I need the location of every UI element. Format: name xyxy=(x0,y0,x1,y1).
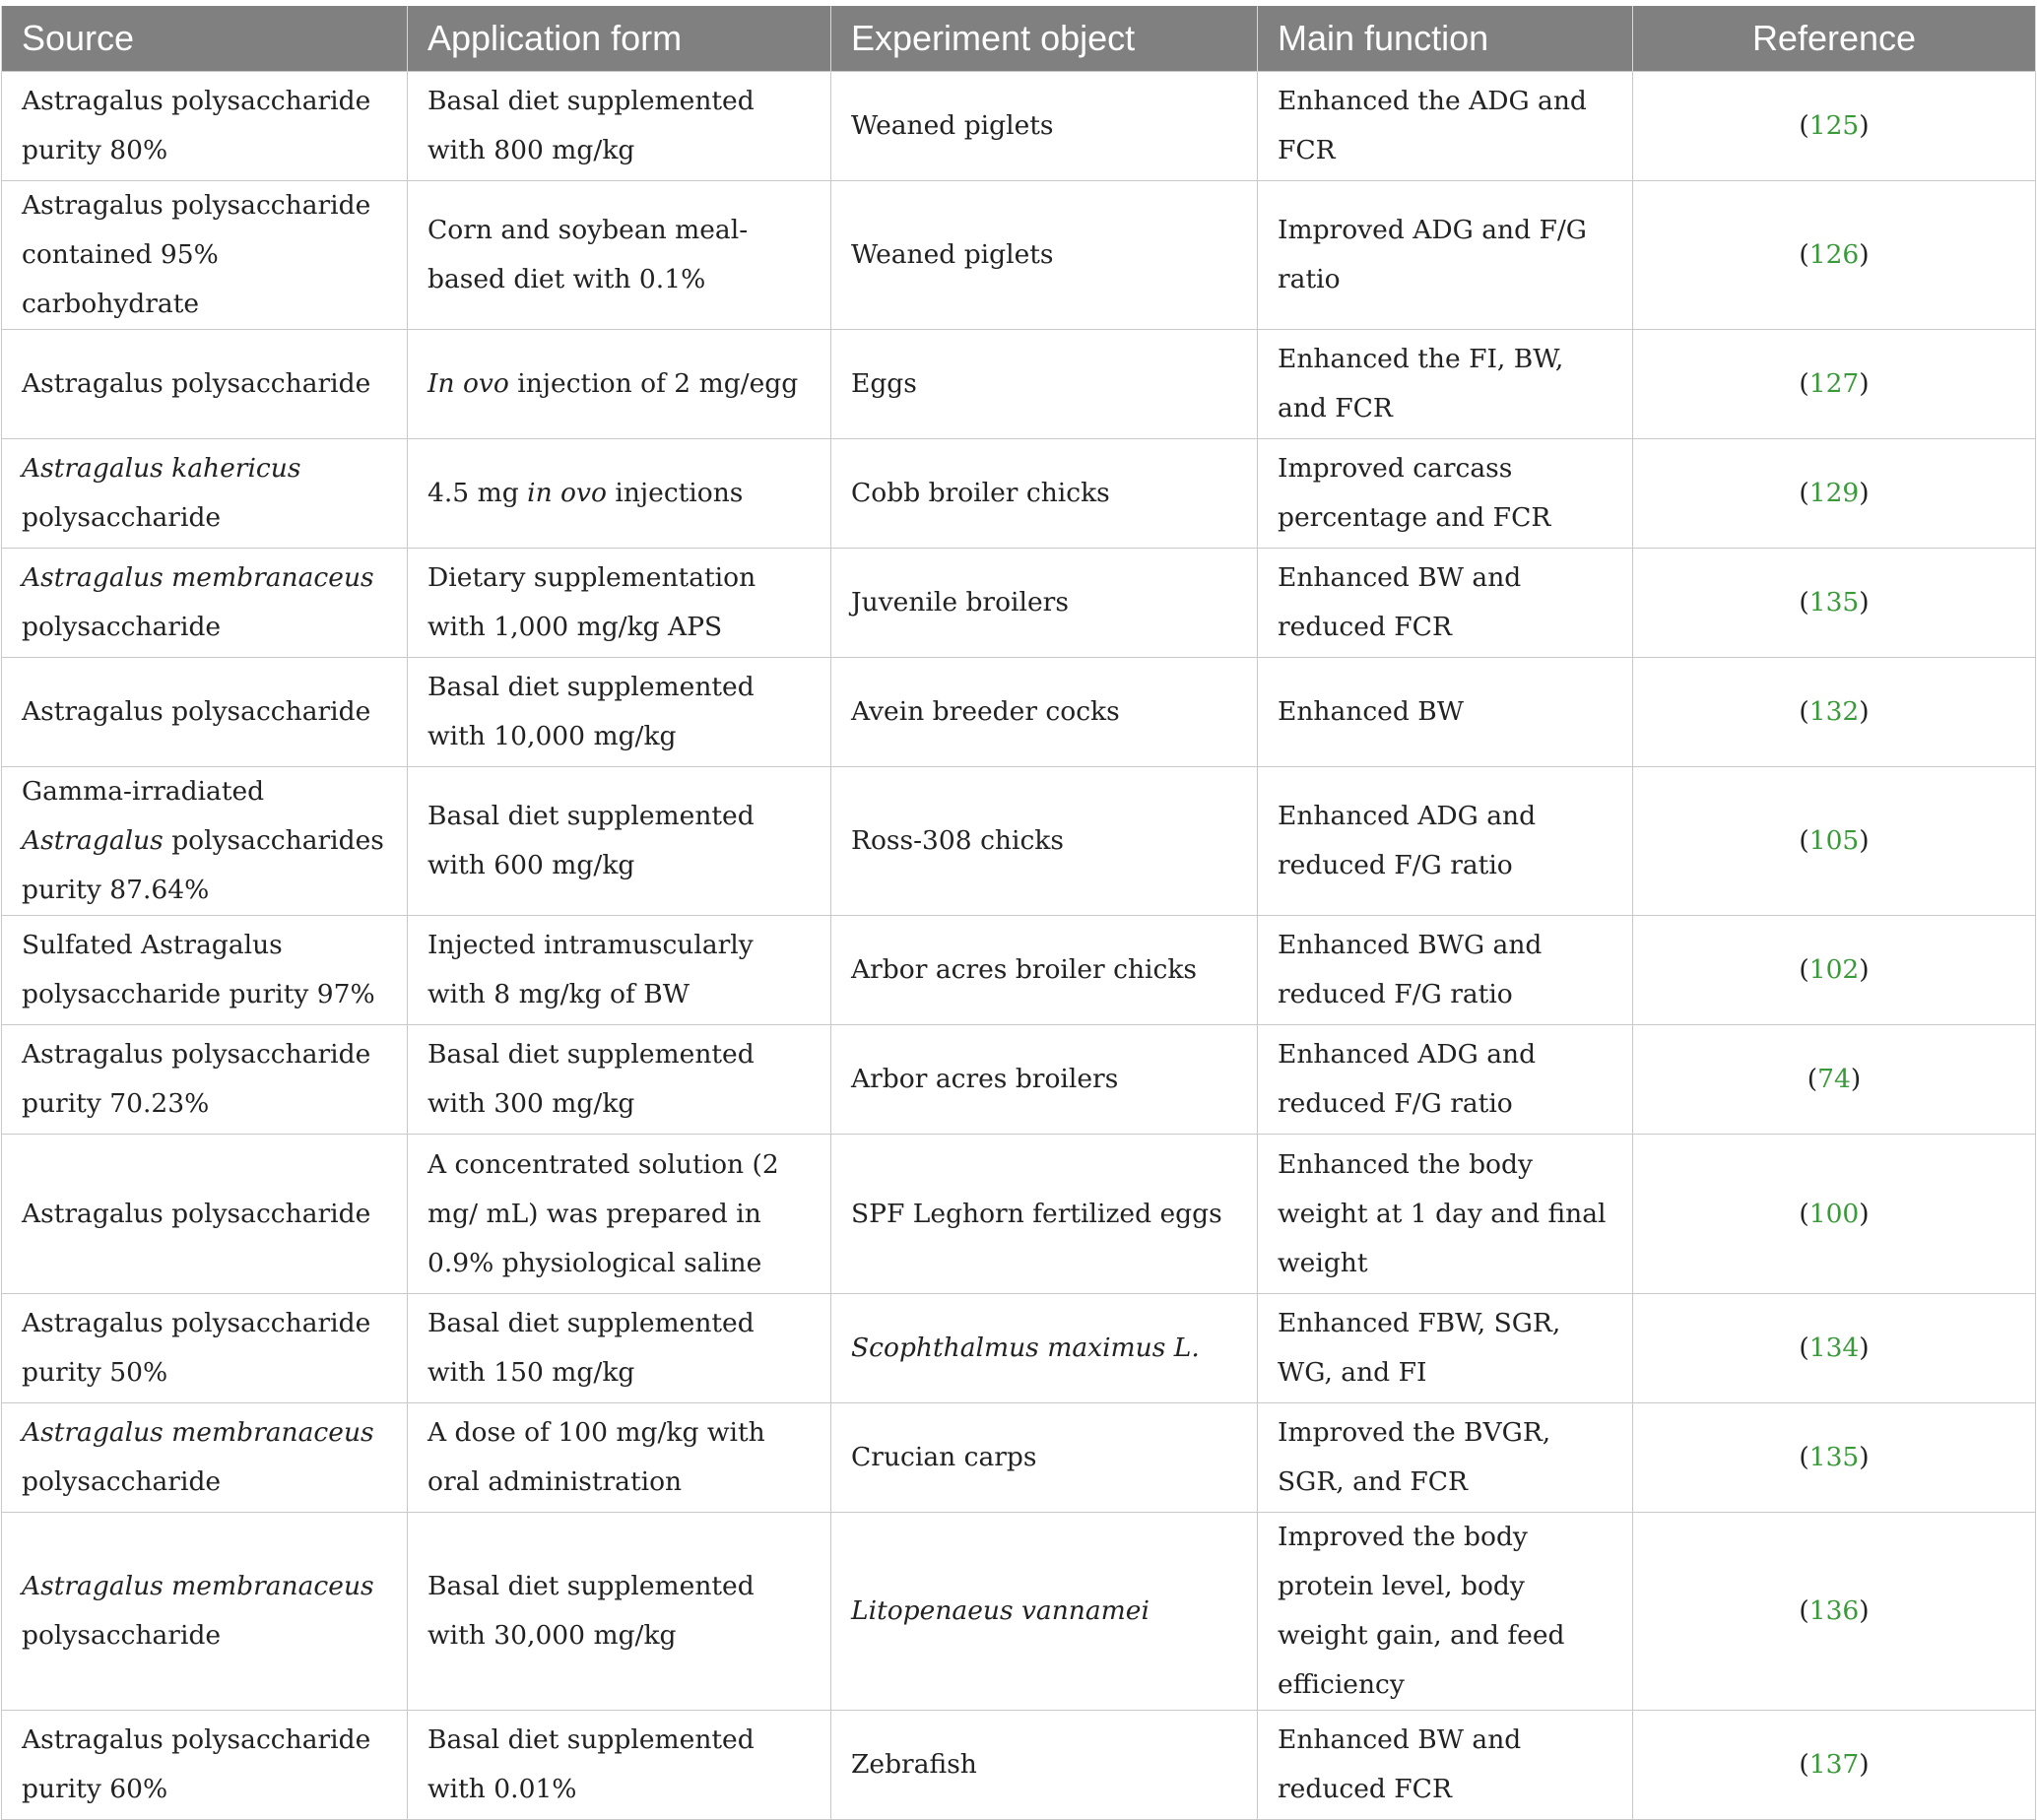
reference-cell xyxy=(1633,916,2036,1025)
application-form-cell xyxy=(408,181,831,330)
reference-link[interactable]: 100 xyxy=(1808,1198,1860,1229)
source-cell xyxy=(2,1711,408,1820)
cell-text: A concentrated solution (2 mg/ mL) was prepared in 0.9% physiological saline xyxy=(427,1148,779,1278)
reference-link[interactable]: 129 xyxy=(1808,478,1860,508)
reference-link[interactable]: 127 xyxy=(1808,368,1860,399)
application-form-cell xyxy=(408,767,831,916)
cell-text: Basal diet supplemented with 800 mg/kg xyxy=(427,86,755,165)
reference-cell xyxy=(1633,1294,2036,1403)
cell-text: Corn and soybean meal-based diet with 0.1% xyxy=(427,215,749,294)
source-cell xyxy=(2,72,408,181)
source-cell xyxy=(2,1513,408,1711)
ref-paren-open: ( xyxy=(1799,1595,1809,1626)
main-function-cell xyxy=(1258,1711,1633,1820)
italic-text: Astragalus membranaceus xyxy=(22,1417,374,1448)
italic-text: Astragalus kahericus xyxy=(22,453,301,484)
cell-text: Avein breeder cocks xyxy=(851,696,1120,727)
header-reference: Reference xyxy=(1633,6,2036,72)
cell-text: Sulfated Astragalus polysaccharide purity 97% xyxy=(22,930,375,1009)
reference-link[interactable]: 137 xyxy=(1808,1749,1860,1780)
reference-cell xyxy=(1633,72,2036,181)
experiment-object-cell xyxy=(831,549,1258,658)
cell-text: polysaccharide xyxy=(22,612,222,642)
ref-paren-close: ) xyxy=(1859,478,1870,508)
experiment-object-cell xyxy=(831,1711,1258,1820)
table-row xyxy=(2,767,2036,916)
source-cell xyxy=(2,1025,408,1135)
cell-text: A dose of 100 mg/kg with oral administration xyxy=(427,1417,765,1497)
reference-cell xyxy=(1633,767,2036,916)
table-row xyxy=(2,181,2036,330)
table-row xyxy=(2,916,2036,1025)
cell-text: Improved the BVGR, SGR, and FCR xyxy=(1278,1417,1551,1497)
reference-cell xyxy=(1633,1403,2036,1513)
cell-text: Enhanced ADG and reduced F/G ratio xyxy=(1278,801,1537,880)
source-cell xyxy=(2,181,408,330)
application-form-cell xyxy=(408,1135,831,1294)
reference-cell xyxy=(1633,181,2036,330)
source-cell xyxy=(2,330,408,439)
reference-cell xyxy=(1633,439,2036,549)
cell-text: Ross-308 chicks xyxy=(851,825,1064,856)
source-cell xyxy=(2,658,408,767)
cell-text: Basal diet supplemented with 600 mg/kg xyxy=(427,801,755,880)
italic-text: in ovo xyxy=(527,478,607,508)
application-form-cell xyxy=(408,658,831,767)
table-row xyxy=(2,439,2036,549)
cell-text: Weaned piglets xyxy=(851,239,1054,270)
header-experiment-object: Experiment object xyxy=(831,6,1258,72)
cell-text: polysaccharide xyxy=(22,502,222,533)
italic-text: Astragalus xyxy=(22,825,164,856)
reference-link[interactable]: 102 xyxy=(1808,954,1860,985)
main-function-cell xyxy=(1258,181,1633,330)
italic-text: Scophthalmus maximus L. xyxy=(851,1332,1200,1363)
cell-text: SPF Leghorn fertilized eggs xyxy=(851,1198,1222,1229)
cell-text: Basal diet supplemented with 150 mg/kg xyxy=(427,1308,755,1388)
reference-link[interactable]: 105 xyxy=(1808,825,1860,856)
experiment-object-cell xyxy=(831,1513,1258,1711)
reference-cell xyxy=(1633,1025,2036,1135)
reference-link[interactable]: 135 xyxy=(1808,1442,1860,1472)
cell-text: Eggs xyxy=(851,368,917,399)
ref-paren-close: ) xyxy=(1859,239,1870,270)
application-form-cell xyxy=(408,1513,831,1711)
application-form-cell xyxy=(408,439,831,549)
cell-text: Juvenile broilers xyxy=(851,587,1069,618)
ref-paren-open: ( xyxy=(1799,954,1809,985)
reference-cell xyxy=(1633,549,2036,658)
ref-paren-close: ) xyxy=(1859,587,1870,618)
header-row xyxy=(2,6,2036,72)
ref-paren-close: ) xyxy=(1859,1442,1870,1472)
main-function-cell xyxy=(1258,1135,1633,1294)
table-row xyxy=(2,549,2036,658)
ref-paren-open: ( xyxy=(1799,478,1809,508)
ref-paren-close: ) xyxy=(1859,1749,1870,1780)
application-form-cell xyxy=(408,916,831,1025)
application-form-cell xyxy=(408,1711,831,1820)
cell-text: Dietary supplementation with 1,000 mg/kg APS xyxy=(427,562,756,642)
source-cell xyxy=(2,916,408,1025)
cell-text: Astragalus polysaccharide xyxy=(22,696,371,727)
experiment-object-cell xyxy=(831,1294,1258,1403)
ref-paren-open: ( xyxy=(1799,110,1809,141)
cell-text: Injected intramuscularly with 8 mg/kg of BW xyxy=(427,930,754,1009)
application-form-cell xyxy=(408,1025,831,1135)
ref-paren-open: ( xyxy=(1799,587,1809,618)
cell-text: Basal diet supplemented with 0.01% xyxy=(427,1724,755,1804)
italic-text: Astragalus membranaceus xyxy=(22,1571,374,1601)
experiment-object-cell xyxy=(831,916,1258,1025)
cell-text: Enhanced BW xyxy=(1278,696,1464,727)
experiment-object-cell xyxy=(831,1135,1258,1294)
cell-text: Enhanced BW and reduced FCR xyxy=(1278,1724,1522,1804)
table-row xyxy=(2,658,2036,767)
table-row xyxy=(2,1403,2036,1513)
cell-text: Astragalus polysaccharide xyxy=(22,1198,371,1229)
ref-paren-open: ( xyxy=(1799,239,1809,270)
experiment-object-cell xyxy=(831,72,1258,181)
reference-link[interactable]: 135 xyxy=(1808,587,1860,618)
reference-cell xyxy=(1633,1513,2036,1711)
ref-paren-close: ) xyxy=(1859,1198,1870,1229)
table-row xyxy=(2,1711,2036,1820)
cell-text: Astragalus polysaccharide purity 70.23% xyxy=(22,1039,371,1119)
cell-text: Basal diet supplemented with 300 mg/kg xyxy=(427,1039,755,1119)
reference-link[interactable]: 126 xyxy=(1808,239,1860,270)
reference-cell xyxy=(1633,1135,2036,1294)
application-form-cell xyxy=(408,330,831,439)
header-main-function: Main function xyxy=(1258,6,1633,72)
table-row xyxy=(2,330,2036,439)
italic-text: Astragalus membranaceus xyxy=(22,562,374,593)
ref-paren-open: ( xyxy=(1799,1332,1809,1363)
cell-text: Arbor acres broiler chicks xyxy=(851,954,1198,985)
table-row xyxy=(2,1025,2036,1135)
header-source: Source xyxy=(2,6,408,72)
main-function-cell xyxy=(1258,1513,1633,1711)
ref-paren-close: ) xyxy=(1859,1595,1870,1626)
cell-text: polysaccharides purity 87.64% xyxy=(22,825,384,905)
cell-text: Astragalus polysaccharide purity 60% xyxy=(22,1724,371,1804)
cell-text: polysaccharide xyxy=(22,1620,222,1651)
experiment-object-cell xyxy=(831,767,1258,916)
italic-text: Litopenaeus vannamei xyxy=(851,1595,1150,1626)
cell-text: Astragalus polysaccharide xyxy=(22,368,371,399)
main-function-cell xyxy=(1258,767,1633,916)
source-cell xyxy=(2,549,408,658)
table-row xyxy=(2,72,2036,181)
cell-text: injection of 2 mg/egg xyxy=(508,368,799,399)
ref-paren-close: ) xyxy=(1859,110,1870,141)
cell-text: Cobb broiler chicks xyxy=(851,478,1110,508)
ref-paren-open: ( xyxy=(1799,696,1809,727)
main-function-cell xyxy=(1258,1294,1633,1403)
experiment-object-cell xyxy=(831,1403,1258,1513)
cell-text: Improved carcass percentage and FCR xyxy=(1278,453,1551,533)
cell-text: Basal diet supplemented with 30,000 mg/kg xyxy=(427,1571,755,1651)
source-cell xyxy=(2,767,408,916)
ref-paren-close: ) xyxy=(1859,954,1870,985)
application-form-cell xyxy=(408,549,831,658)
ref-paren-open: ( xyxy=(1799,1442,1809,1472)
main-function-cell xyxy=(1258,658,1633,767)
cell-text: Crucian carps xyxy=(851,1442,1037,1472)
header-application-form: Application form xyxy=(408,6,831,72)
cell-text: Enhanced BW and reduced FCR xyxy=(1278,562,1522,642)
table-row xyxy=(2,1513,2036,1711)
source-cell xyxy=(2,1403,408,1513)
cell-text: Improved the body protein level, body weight gain, and feed efficiency xyxy=(1278,1522,1565,1700)
ref-paren-close: ) xyxy=(1859,696,1870,727)
application-form-cell xyxy=(408,72,831,181)
cell-text: Enhanced the ADG and FCR xyxy=(1278,86,1587,165)
cell-text: Zebrafish xyxy=(851,1749,977,1780)
ref-paren-open: ( xyxy=(1807,1064,1818,1094)
cell-text: Gamma-irradiated xyxy=(22,776,265,807)
ref-paren-close: ) xyxy=(1859,368,1870,399)
table-body xyxy=(2,72,2036,1820)
ref-paren-close: ) xyxy=(1859,1332,1870,1363)
table-row xyxy=(2,1135,2036,1294)
cell-text: Enhanced FBW, SGR, WG, and FI xyxy=(1278,1308,1561,1388)
experiment-object-cell xyxy=(831,1025,1258,1135)
cell-text: Astragalus polysaccharide purity 50% xyxy=(22,1308,371,1388)
cell-text: 4.5 mg xyxy=(427,478,528,508)
cell-text: Basal diet supplemented with 10,000 mg/kg xyxy=(427,672,755,751)
italic-text: In ovo xyxy=(427,368,509,399)
cell-text: Astragalus polysaccharide contained 95% carbohydrate xyxy=(22,190,371,319)
ref-paren-open: ( xyxy=(1799,368,1809,399)
experiment-object-cell xyxy=(831,658,1258,767)
cell-text: Enhanced the FI, BW, and FCR xyxy=(1278,344,1564,423)
experiment-object-cell xyxy=(831,181,1258,330)
reference-cell xyxy=(1633,1711,2036,1820)
ref-paren-open: ( xyxy=(1799,825,1809,856)
main-function-cell xyxy=(1258,330,1633,439)
application-form-cell xyxy=(408,1403,831,1513)
main-function-cell xyxy=(1258,1025,1633,1135)
data-table xyxy=(1,6,2036,1820)
ref-paren-close: ) xyxy=(1859,825,1870,856)
main-function-cell xyxy=(1258,916,1633,1025)
reference-link[interactable]: 136 xyxy=(1808,1595,1860,1626)
cell-text: Arbor acres broilers xyxy=(851,1064,1119,1094)
main-function-cell xyxy=(1258,1403,1633,1513)
cell-text: Enhanced ADG and reduced F/G ratio xyxy=(1278,1039,1537,1119)
source-cell xyxy=(2,1294,408,1403)
reference-link[interactable]: 125 xyxy=(1808,110,1860,141)
reference-cell xyxy=(1633,658,2036,767)
reference-link[interactable]: 134 xyxy=(1808,1332,1860,1363)
ref-paren-open: ( xyxy=(1799,1198,1809,1229)
source-cell xyxy=(2,439,408,549)
reference-link[interactable]: 132 xyxy=(1808,696,1860,727)
cell-text: Astragalus polysaccharide purity 80% xyxy=(22,86,371,165)
ref-paren-close: ) xyxy=(1850,1064,1862,1094)
source-cell xyxy=(2,1135,408,1294)
experiment-object-cell xyxy=(831,439,1258,549)
table-row xyxy=(2,1294,2036,1403)
cell-text: injections xyxy=(606,478,744,508)
main-function-cell xyxy=(1258,549,1633,658)
main-function-cell xyxy=(1258,72,1633,181)
reference-cell xyxy=(1633,330,2036,439)
main-function-cell xyxy=(1258,439,1633,549)
cell-text: Enhanced the body weight at 1 day and final weight xyxy=(1278,1148,1607,1278)
cell-text: Improved ADG and F/G ratio xyxy=(1278,215,1587,294)
cell-text: Enhanced BWG and reduced F/G ratio xyxy=(1278,930,1543,1009)
cell-text: polysaccharide xyxy=(22,1466,222,1497)
ref-paren-open: ( xyxy=(1799,1749,1809,1780)
experiment-object-cell xyxy=(831,330,1258,439)
reference-link[interactable]: 74 xyxy=(1817,1064,1851,1094)
application-form-cell xyxy=(408,1294,831,1403)
cell-text: Weaned piglets xyxy=(851,110,1054,141)
